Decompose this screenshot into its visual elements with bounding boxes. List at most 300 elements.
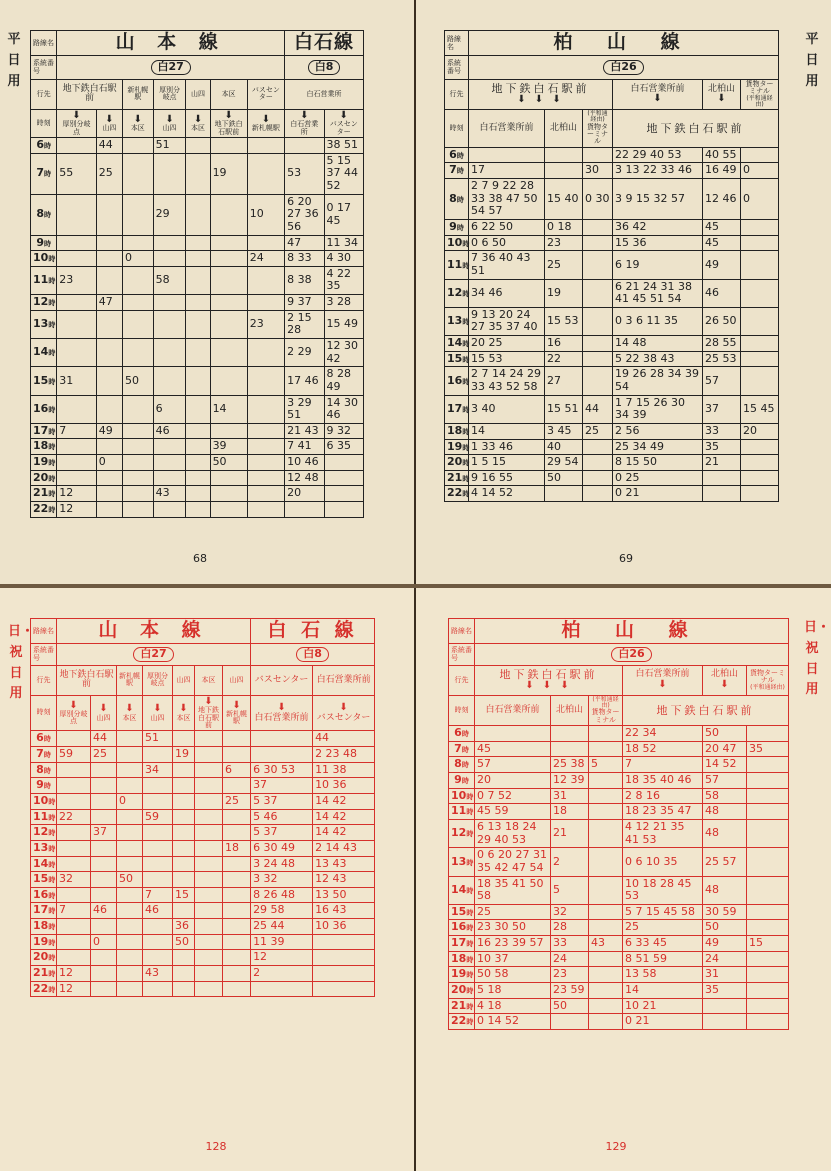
- hour-value: 7: [36, 747, 44, 761]
- minutes-cell: 23: [551, 967, 589, 983]
- minutes-cell: 5 46: [251, 809, 313, 825]
- minutes-cell: 12: [251, 950, 313, 966]
- minutes-cell: 14: [210, 395, 247, 423]
- table-row: [449, 757, 789, 773]
- minutes-cell: [122, 423, 153, 439]
- hour-suffix: 時: [48, 427, 56, 436]
- minutes-cell: 48: [703, 804, 747, 820]
- minutes-cell: [210, 470, 247, 486]
- minutes-cell: [122, 235, 153, 251]
- table-row: [445, 367, 779, 395]
- table-row: [31, 295, 364, 311]
- hour-value: 14: [33, 345, 49, 359]
- minutes-cell: 46: [703, 279, 741, 307]
- dest-top: 厚別分岐点: [143, 665, 173, 695]
- minutes-cell: [589, 998, 623, 1014]
- minutes-cell: [153, 367, 186, 395]
- minutes-cell: [747, 876, 789, 904]
- hour-value: 20: [447, 455, 463, 469]
- minutes-cell: [173, 872, 195, 888]
- hour-cell: [445, 455, 469, 471]
- table-row: [449, 967, 789, 983]
- hour-cell: [31, 856, 57, 872]
- time-label: 時刻: [445, 110, 469, 148]
- table-row: [445, 251, 779, 279]
- hour-value: 13: [447, 314, 463, 328]
- minutes-cell: 17: [469, 163, 545, 179]
- hour-cell: [31, 367, 57, 395]
- hour-suffix: 時: [48, 876, 56, 885]
- minutes-cell: [741, 219, 779, 235]
- dest-bottom: 地下鉄白石駅前: [214, 120, 243, 136]
- hour-suffix: 時: [43, 766, 51, 775]
- minutes-cell: [96, 251, 122, 267]
- hour-cell: [445, 235, 469, 251]
- minutes-cell: [117, 981, 143, 997]
- table-row: [31, 266, 364, 294]
- minutes-cell: 50 58: [475, 967, 551, 983]
- minutes-cell: [247, 455, 284, 471]
- minutes-cell: 11 38: [313, 762, 375, 778]
- minutes-cell: 33: [551, 936, 589, 952]
- hour-suffix: 時: [461, 745, 469, 754]
- table-row: [31, 872, 375, 888]
- minutes-cell: 22: [57, 809, 91, 825]
- hour-suffix: 時: [43, 239, 51, 248]
- hour-cell: [445, 163, 469, 179]
- table-row: [31, 251, 364, 267]
- hour-suffix: 時: [48, 255, 56, 264]
- dest-note: (平和通経由): [746, 94, 773, 108]
- minutes-cell: 2 7 14 24 29 33 43 52 58: [469, 367, 545, 395]
- hour-suffix: 時: [48, 349, 56, 358]
- hour-cell: [31, 903, 57, 919]
- hour-value: 6: [449, 147, 457, 161]
- minutes-cell: [589, 773, 623, 789]
- minutes-cell: 25: [223, 793, 251, 809]
- line-name-shiroishi: 白 石 線: [251, 619, 375, 644]
- minutes-cell: 19: [545, 279, 583, 307]
- page-number: 128: [205, 1140, 227, 1153]
- minutes-cell: 50: [703, 726, 747, 742]
- table-row: [445, 486, 779, 502]
- hour-cell: [445, 279, 469, 307]
- time-label: 時刻: [31, 695, 57, 731]
- minutes-cell: 18 23 35 47: [623, 804, 703, 820]
- hour-suffix: 時: [462, 239, 470, 248]
- hour-value: 18: [33, 919, 49, 933]
- hour-suffix: 時: [43, 170, 51, 179]
- minutes-cell: [91, 778, 117, 794]
- hour-cell: [31, 455, 57, 471]
- down-arrow-icon: ⬇: [720, 678, 729, 690]
- hour-suffix: 時: [43, 211, 51, 220]
- hour-value: 13: [33, 840, 49, 854]
- table-row: [31, 470, 364, 486]
- minutes-cell: [96, 266, 122, 294]
- minutes-cell: [117, 762, 143, 778]
- minutes-cell: 15 40: [545, 179, 583, 220]
- minutes-cell: 13 50: [313, 887, 375, 903]
- minutes-cell: [153, 251, 186, 267]
- minutes-cell: [153, 295, 186, 311]
- minutes-cell: 17 46: [285, 367, 324, 395]
- table-row: [445, 147, 779, 163]
- minutes-cell: [117, 965, 143, 981]
- minutes-cell: [57, 339, 96, 367]
- minutes-cell: [210, 502, 247, 518]
- minutes-cell: 3 28: [324, 295, 364, 311]
- hour-value: 17: [33, 903, 49, 917]
- minutes-cell: [551, 726, 589, 742]
- minutes-cell: [117, 809, 143, 825]
- dest-top: 新札幌駅: [117, 665, 143, 695]
- minutes-cell: [324, 455, 364, 471]
- minutes-cell: [589, 819, 623, 847]
- minutes-cell: 21 43: [285, 423, 324, 439]
- minutes-cell: [57, 762, 91, 778]
- minutes-cell: 6 30 49: [251, 840, 313, 856]
- minutes-cell: 6 35: [324, 439, 364, 455]
- minutes-cell: 22 34: [623, 726, 703, 742]
- minutes-cell: [195, 903, 223, 919]
- dest-bottom: 本区: [130, 124, 145, 133]
- minutes-cell: [747, 1014, 789, 1030]
- minutes-cell: 9 16 55: [469, 470, 545, 486]
- minutes-cell: 0 14 52: [475, 1014, 551, 1030]
- hour-cell: [449, 967, 475, 983]
- minutes-cell: [703, 470, 741, 486]
- hour-value: 8: [454, 757, 462, 771]
- minutes-cell: [747, 951, 789, 967]
- minutes-cell: [57, 825, 91, 841]
- minutes-cell: [210, 194, 247, 235]
- minutes-cell: [251, 981, 313, 997]
- hour-value: 18: [33, 439, 49, 453]
- minutes-cell: [186, 194, 210, 235]
- minutes-cell: 20: [285, 486, 324, 502]
- minutes-cell: 6 33 45: [623, 936, 703, 952]
- hour-value: 13: [33, 317, 49, 331]
- minutes-cell: 25: [96, 153, 122, 194]
- minutes-cell: 9 13 20 24 27 35 37 40: [469, 307, 545, 335]
- minutes-cell: 10 36: [313, 778, 375, 794]
- dest-top: バスセンター: [247, 79, 284, 109]
- minutes-cell: [247, 367, 284, 395]
- minutes-cell: [195, 778, 223, 794]
- minutes-cell: 1 33 46: [469, 439, 545, 455]
- hour-value: 17: [33, 423, 49, 437]
- minutes-cell: 47: [96, 295, 122, 311]
- minutes-cell: 15 45: [741, 395, 779, 423]
- minutes-cell: [57, 310, 96, 338]
- minutes-cell: [153, 339, 186, 367]
- hour-suffix: 時: [462, 490, 470, 499]
- minutes-cell: [223, 778, 251, 794]
- minutes-cell: [741, 279, 779, 307]
- hour-value: 11: [33, 273, 49, 287]
- page-68: [0, 0, 414, 584]
- dest-bottom: 山四: [150, 713, 165, 722]
- hour-suffix: 時: [48, 299, 56, 308]
- minutes-cell: 3 13 22 33 46: [613, 163, 703, 179]
- hour-value: 13: [451, 854, 467, 868]
- table-row: [449, 936, 789, 952]
- minutes-cell: 12: [57, 486, 96, 502]
- minutes-cell: 11 34: [324, 235, 364, 251]
- minutes-cell: 49: [96, 423, 122, 439]
- dest-top: 厚別分岐点: [153, 79, 186, 109]
- minutes-cell: [173, 903, 195, 919]
- minutes-cell: 43: [153, 486, 186, 502]
- minutes-cell: 15 53: [545, 307, 583, 335]
- minutes-cell: 8 33: [285, 251, 324, 267]
- minutes-cell: 0: [96, 455, 122, 471]
- table-row: [445, 423, 779, 439]
- minutes-cell: 20 47: [703, 741, 747, 757]
- table-row: [31, 840, 375, 856]
- minutes-cell: [186, 367, 210, 395]
- hour-value: 9: [449, 219, 457, 233]
- minutes-cell: [285, 138, 324, 154]
- hour-cell: [445, 219, 469, 235]
- minutes-cell: 50: [173, 934, 195, 950]
- minutes-cell: [117, 778, 143, 794]
- minutes-cell: [186, 266, 210, 294]
- page-number: 69: [619, 552, 633, 565]
- minutes-cell: [223, 825, 251, 841]
- minutes-cell: 3 29 51: [285, 395, 324, 423]
- minutes-cell: [186, 423, 210, 439]
- minutes-cell: [747, 848, 789, 876]
- minutes-cell: 6 21 24 31 38 41 45 51 54: [613, 279, 703, 307]
- hour-cell: [31, 872, 57, 888]
- minutes-cell: 23: [545, 235, 583, 251]
- minutes-cell: [143, 793, 173, 809]
- route-name-label: 路線名: [449, 619, 475, 644]
- hour-suffix: 時: [48, 923, 56, 932]
- hour-suffix: 時: [48, 797, 56, 806]
- hour-cell: [31, 295, 57, 311]
- table-row: [445, 235, 779, 251]
- hour-suffix: 時: [466, 940, 474, 949]
- minutes-cell: 29 58: [251, 903, 313, 919]
- minutes-cell: 46: [143, 903, 173, 919]
- dest-top: 山四: [186, 79, 210, 109]
- hour-suffix: 時: [456, 151, 464, 160]
- minutes-cell: [57, 778, 91, 794]
- table-row: [445, 455, 779, 471]
- minutes-cell: [583, 470, 613, 486]
- route-name-label: 路線名: [445, 31, 469, 56]
- minutes-cell: [747, 904, 789, 920]
- minutes-cell: 58: [703, 788, 747, 804]
- minutes-cell: 34: [143, 762, 173, 778]
- minutes-cell: [223, 981, 251, 997]
- route-badge-shiro27: 白27: [151, 60, 191, 75]
- minutes-cell: 0 7 52: [475, 788, 551, 804]
- system-number-label: 系統番号: [31, 55, 57, 79]
- minutes-cell: 20: [475, 773, 551, 789]
- down-arrow-icon: ⬇: [339, 702, 348, 714]
- minutes-cell: 0 21: [613, 486, 703, 502]
- dest-bottom: 白石営業所前: [469, 110, 545, 148]
- hour-suffix: 時: [43, 735, 51, 744]
- hour-suffix: 時: [461, 730, 469, 739]
- minutes-cell: [747, 773, 789, 789]
- minutes-cell: [186, 455, 210, 471]
- minutes-cell: [186, 310, 210, 338]
- minutes-cell: [91, 965, 117, 981]
- minutes-cell: 3 32: [251, 872, 313, 888]
- table-row: [31, 950, 375, 966]
- dest-note: (平和通経由): [750, 683, 785, 691]
- minutes-cell: [173, 950, 195, 966]
- dest-top: 白石営業所: [285, 79, 364, 109]
- minutes-cell: 10 37: [475, 951, 551, 967]
- minutes-cell: [91, 809, 117, 825]
- hour-cell: [31, 266, 57, 294]
- minutes-cell: [703, 998, 747, 1014]
- dest-top: 地下鉄白石駅前: [57, 79, 123, 109]
- minutes-cell: 50: [545, 470, 583, 486]
- minutes-cell: 15 49: [324, 310, 364, 338]
- minutes-cell: 5 15 37 44 52: [324, 153, 364, 194]
- minutes-cell: [195, 981, 223, 997]
- table-row: [449, 951, 789, 967]
- table-row: [31, 887, 375, 903]
- minutes-cell: 48: [703, 876, 747, 904]
- minutes-cell: [96, 470, 122, 486]
- hour-cell: [449, 951, 475, 967]
- minutes-cell: [324, 502, 364, 518]
- minutes-cell: [247, 339, 284, 367]
- hour-cell: [31, 470, 57, 486]
- hour-value: 6: [36, 138, 44, 152]
- hour-suffix: 時: [462, 405, 470, 414]
- dest-top: 北柏山: [710, 669, 738, 680]
- minutes-cell: 14: [469, 423, 545, 439]
- minutes-cell: [117, 903, 143, 919]
- minutes-cell: [173, 856, 195, 872]
- minutes-cell: 14 48: [613, 336, 703, 352]
- minutes-cell: [210, 295, 247, 311]
- hour-value: 11: [451, 804, 467, 818]
- down-arrow-icon: ⬇: [99, 703, 108, 715]
- minutes-cell: 25 53: [703, 351, 741, 367]
- hour-value: 19: [451, 967, 467, 981]
- dest-top: バスセンター: [251, 665, 313, 695]
- minutes-cell: [143, 919, 173, 935]
- minutes-cell: 16 43: [313, 903, 375, 919]
- hour-suffix: 時: [466, 987, 474, 996]
- dest-bottom: 白石営業所前: [254, 712, 309, 723]
- hour-cell: [31, 887, 57, 903]
- minutes-cell: 4 12 21 35 41 53: [623, 819, 703, 847]
- table-row: [31, 235, 364, 251]
- minutes-cell: [747, 804, 789, 820]
- hour-value: 17: [447, 401, 463, 415]
- page-number: 129: [605, 1140, 627, 1153]
- dest-top: 白石営業所前: [635, 669, 690, 680]
- hour-value: 21: [33, 486, 49, 500]
- minutes-cell: 0: [117, 793, 143, 809]
- minutes-cell: 0 30: [583, 179, 613, 220]
- minutes-cell: 12: [57, 502, 96, 518]
- minutes-cell: 6: [223, 762, 251, 778]
- minutes-cell: [186, 486, 210, 502]
- minutes-cell: 0 25: [613, 470, 703, 486]
- hour-suffix: 時: [462, 377, 470, 386]
- minutes-cell: 10: [247, 194, 284, 235]
- minutes-cell: 22 29 40 53: [613, 147, 703, 163]
- timetable-kashiwayama-weekday: [444, 30, 779, 502]
- table-row: [31, 138, 364, 154]
- hour-value: 21: [447, 470, 463, 484]
- minutes-cell: [223, 950, 251, 966]
- minutes-cell: [551, 741, 589, 757]
- hour-suffix: 時: [466, 808, 474, 817]
- table-row: [31, 762, 375, 778]
- minutes-cell: [247, 266, 284, 294]
- table-row: [449, 819, 789, 847]
- dest-bottom: 地下鉄白石駅前: [198, 706, 219, 730]
- table-row: [31, 903, 375, 919]
- hour-cell: [445, 251, 469, 279]
- hour-cell: [449, 983, 475, 999]
- system-number-label: 系統番号: [445, 55, 469, 79]
- down-arrow-icon: ⬇ ⬇ ⬇: [517, 94, 564, 105]
- down-arrow-icon: ⬇: [165, 113, 174, 125]
- hour-cell: [31, 731, 57, 747]
- minutes-cell: 37: [703, 395, 741, 423]
- minutes-cell: [247, 153, 284, 194]
- minutes-cell: 25 38: [551, 757, 589, 773]
- minutes-cell: [223, 747, 251, 763]
- minutes-cell: [195, 856, 223, 872]
- table-row: [31, 486, 364, 502]
- minutes-cell: [117, 919, 143, 935]
- hour-value: 16: [33, 401, 49, 415]
- minutes-cell: [324, 470, 364, 486]
- route-badge-shiro27: 白27: [133, 647, 173, 662]
- hour-cell: [31, 825, 57, 841]
- minutes-cell: [741, 439, 779, 455]
- minutes-cell: 44: [91, 731, 117, 747]
- minutes-cell: 57: [475, 757, 551, 773]
- table-row: [31, 502, 364, 518]
- minutes-cell: [91, 872, 117, 888]
- table-row: [449, 741, 789, 757]
- hour-suffix: 時: [48, 969, 56, 978]
- hour-value: 22: [447, 486, 463, 500]
- minutes-cell: [223, 919, 251, 935]
- minutes-cell: 9 32: [324, 423, 364, 439]
- minutes-cell: 3 9 15 32 57: [613, 179, 703, 220]
- minutes-cell: 14 52: [703, 757, 747, 773]
- hour-suffix: 時: [48, 474, 56, 483]
- hour-suffix: 時: [466, 830, 474, 839]
- hour-cell: [445, 147, 469, 163]
- hour-cell: [31, 934, 57, 950]
- hour-suffix: 時: [461, 761, 469, 770]
- down-arrow-icon: ⬇ ⬇ ⬇: [525, 679, 572, 691]
- minutes-cell: 20 25: [469, 336, 545, 352]
- minutes-cell: [91, 919, 117, 935]
- table-row: [449, 804, 789, 820]
- minutes-cell: [91, 887, 117, 903]
- minutes-cell: 12 46: [703, 179, 741, 220]
